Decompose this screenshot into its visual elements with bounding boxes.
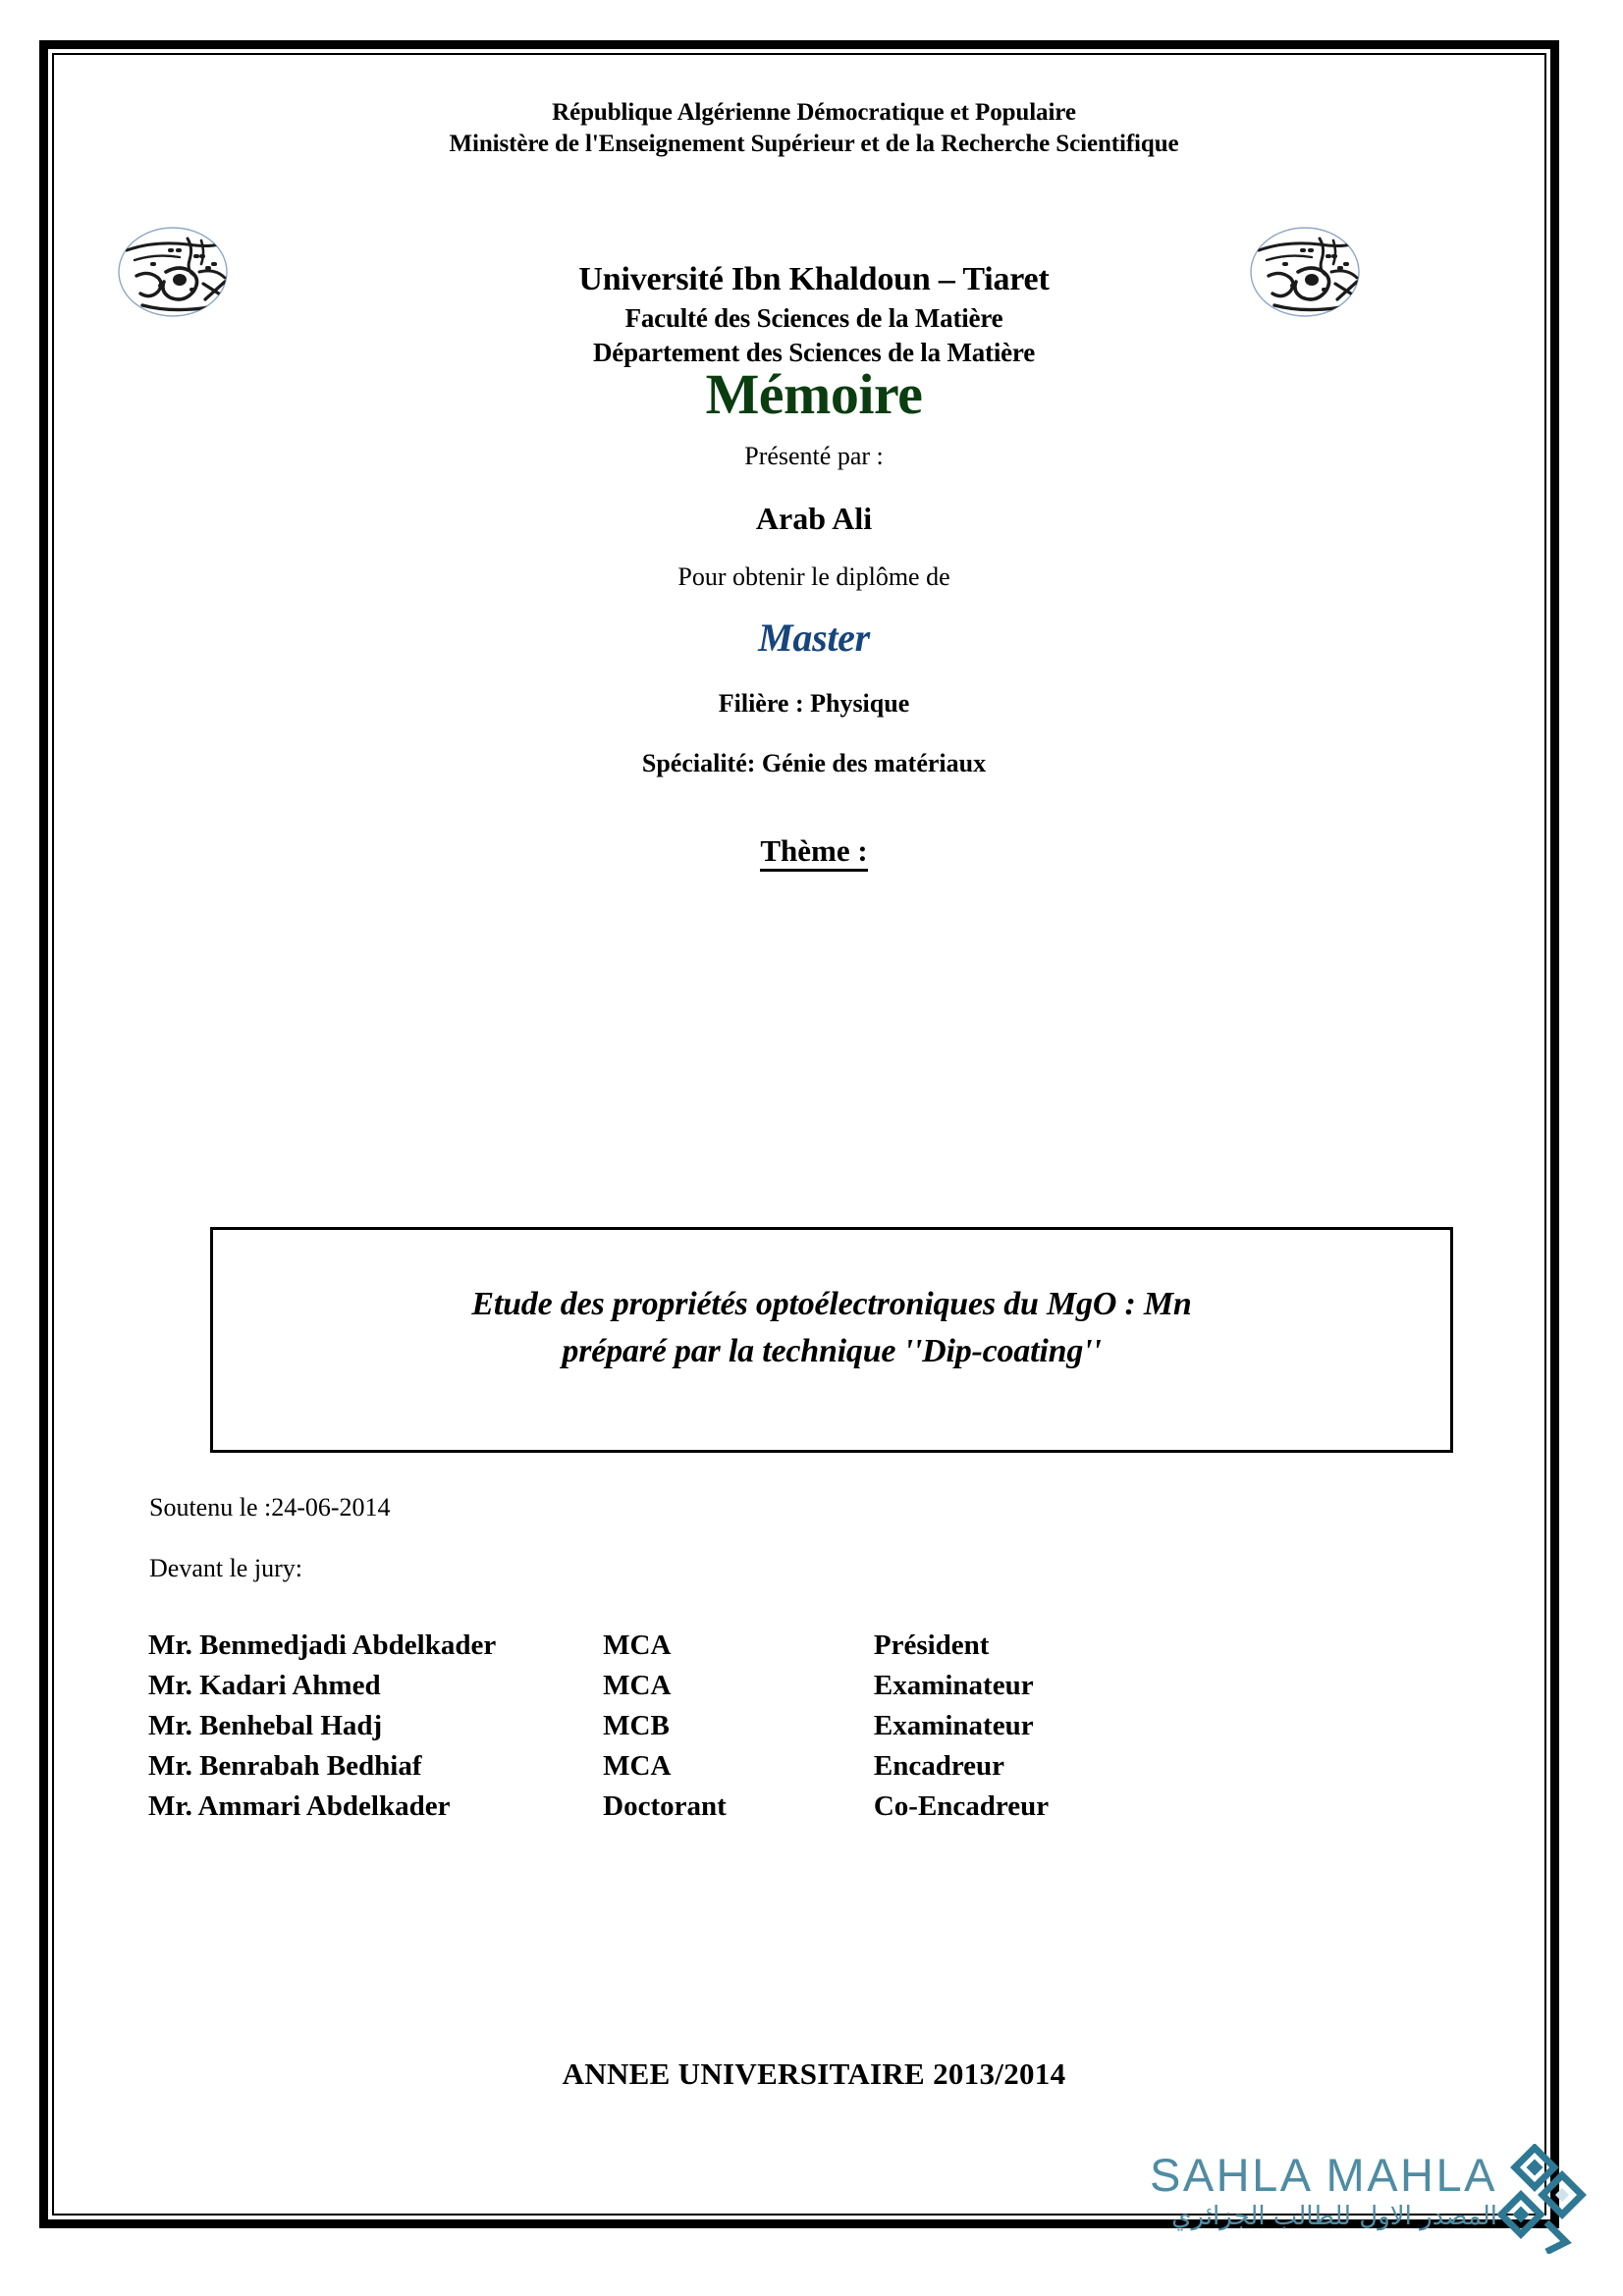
- ministry-line: Ministère de l'Enseignement Supérieur et de la Recherche Scientifique: [449, 131, 1179, 157]
- jury-member-role: Président: [873, 1629, 990, 1661]
- speciality-line: Spécialité: Génie des matériaux: [641, 749, 987, 777]
- to-obtain-label: Pour obtenir le diplôme de: [677, 562, 950, 591]
- field-line: Filière : Physique: [718, 689, 910, 718]
- jury-member-name: Mr. Ammari Abdelkader: [148, 1790, 451, 1823]
- author-name: Arab Ali: [755, 501, 873, 536]
- theme-title-line-1: Etude des propriétés optoélectroniques du MgO : Mn: [471, 1286, 1192, 1322]
- jury-member-role: Examinateur: [873, 1710, 1034, 1742]
- table-row: [148, 1626, 1307, 1666]
- jury-member-name: Mr. Benhebal Hadj: [148, 1710, 383, 1742]
- jury-label: Devant le jury:: [149, 1554, 302, 1582]
- jury-member-name: Mr. Kadari Ahmed: [148, 1670, 381, 1702]
- watermark-brand-text: SAHLA MAHLA: [1149, 2149, 1497, 2201]
- department-name: Département des Sciences de la Matière: [592, 338, 1036, 368]
- theme-box: [210, 1227, 1453, 1453]
- theme-label: [54, 833, 1574, 869]
- jury-member-grade: MCB: [603, 1710, 670, 1742]
- watermark-tagline-text: المصدر الاول للطالب الجزائري: [1171, 2202, 1497, 2231]
- jury-member-grade: MCA: [603, 1670, 672, 1702]
- university-seal-right-icon: [1247, 221, 1363, 324]
- jury-member-grade: MCA: [603, 1629, 672, 1661]
- table-row: [148, 1787, 1307, 1827]
- theme-label-text: Thème :: [760, 833, 867, 872]
- page-border-outer: [39, 40, 1559, 2228]
- table-row: [148, 1746, 1307, 1787]
- ministry-header: [54, 97, 1574, 160]
- defense-date: Soutenu le :24-06-2014: [149, 1493, 391, 1522]
- jury-member-role: Co-Encadreur: [873, 1790, 1050, 1823]
- watermark-logo-icon: [1486, 2144, 1592, 2254]
- jury-member-name: Mr. Benrabah Bedhiaf: [148, 1750, 422, 1783]
- theme-title-line-2: préparé par la technique ''Dip-coating'': [562, 1333, 1102, 1370]
- jury-member-grade: Doctorant: [603, 1790, 727, 1823]
- page-content: [54, 55, 1574, 2243]
- republic-line: République Algérienne Démocratique et Populaire: [552, 99, 1076, 126]
- university-name: Université Ibn Khaldoun – Tiaret: [578, 261, 1050, 297]
- theme-title: [213, 1281, 1450, 1376]
- watermark-sahla-mahla: [1105, 2149, 1615, 2269]
- page-border-inner: [52, 53, 1546, 2216]
- jury-table: [148, 1626, 1307, 1827]
- table-row: [148, 1666, 1307, 1706]
- jury-member-role: Encadreur: [873, 1750, 1005, 1783]
- jury-member-role: Examinateur: [873, 1670, 1034, 1702]
- jury-member-name: Mr. Benmedjadi Abdelkader: [148, 1629, 497, 1661]
- faculty-name: Faculté des Sciences de la Matière: [624, 303, 1003, 334]
- academic-year: ANNEE UNIVERSITAIRE 2013/2014: [562, 2056, 1066, 2091]
- jury-member-grade: MCA: [603, 1750, 672, 1783]
- document-type-title: Mémoire: [705, 362, 923, 426]
- presented-by-label: Présenté par :: [744, 442, 884, 470]
- degree-name: Master: [758, 615, 870, 660]
- table-row: [148, 1706, 1307, 1746]
